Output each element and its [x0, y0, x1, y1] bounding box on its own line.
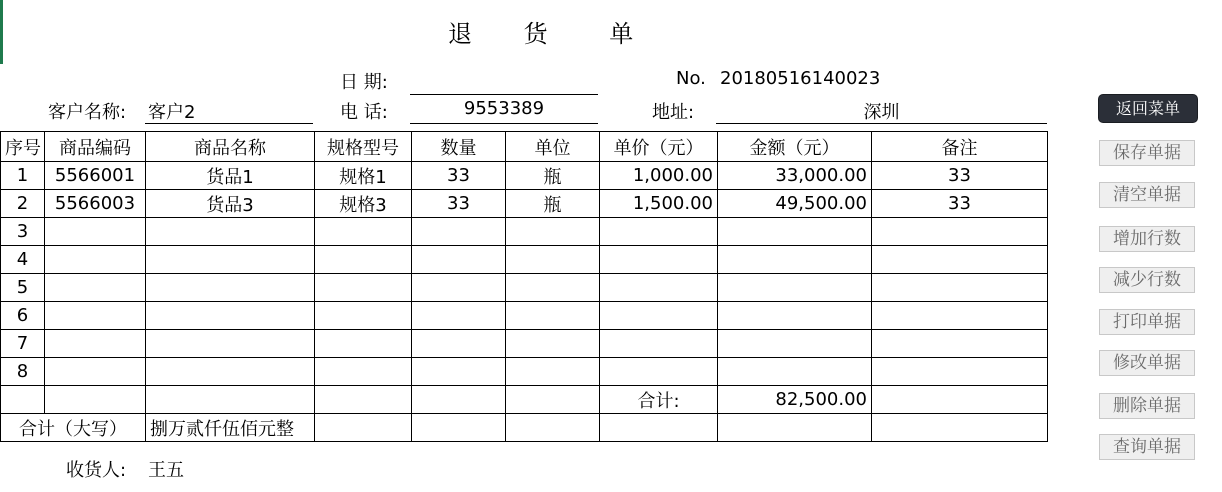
cell-empty — [506, 414, 600, 442]
cell-price[interactable]: 1,000.00 — [600, 162, 718, 190]
cell-empty — [45, 386, 146, 414]
cell-spec[interactable] — [315, 302, 412, 330]
add-row-button[interactable]: 增加行数 — [1099, 226, 1195, 252]
cell-code[interactable] — [45, 330, 146, 358]
cell-code[interactable] — [45, 246, 146, 274]
table-row — [1, 274, 1048, 302]
query-button[interactable]: 查询单据 — [1099, 434, 1195, 460]
cell-index[interactable]: 2 — [1, 190, 45, 218]
date-underline — [410, 94, 598, 95]
cell-spec[interactable] — [315, 330, 412, 358]
cell-name[interactable] — [146, 246, 315, 274]
cell-price[interactable] — [600, 358, 718, 386]
selection-marker — [0, 0, 3, 64]
phone-underline — [410, 123, 598, 124]
items-table — [0, 131, 1048, 442]
receiver-field[interactable]: 王五 — [148, 460, 184, 481]
cell-name[interactable] — [146, 358, 315, 386]
cell-unit[interactable] — [506, 358, 600, 386]
cell-code[interactable]: 5566001 — [45, 162, 146, 190]
cell-price[interactable] — [600, 274, 718, 302]
cell-empty — [1, 386, 45, 414]
back-to-menu-button[interactable]: 返回菜单 — [1098, 94, 1198, 123]
cell-price[interactable] — [600, 218, 718, 246]
cell-amount[interactable]: 49,500.00 — [718, 190, 872, 218]
cell-unit[interactable] — [506, 330, 600, 358]
cell-price[interactable]: 1,500.00 — [600, 190, 718, 218]
cell-index[interactable]: 3 — [1, 218, 45, 246]
cell-index[interactable]: 8 — [1, 358, 45, 386]
cell-empty — [146, 386, 315, 414]
receiver-label: 收货人: — [66, 460, 127, 481]
title-char: 退 — [448, 20, 476, 48]
col-header: 备注 — [872, 132, 1048, 162]
phone-label: 电 话: — [340, 102, 388, 123]
remove-row-button[interactable]: 减少行数 — [1099, 267, 1195, 293]
cell-qty[interactable] — [412, 330, 506, 358]
cell-name[interactable]: 货品3 — [146, 190, 315, 218]
cell-empty — [872, 386, 1048, 414]
cell-empty — [315, 386, 412, 414]
cell-code[interactable] — [45, 218, 146, 246]
cell-empty — [412, 414, 506, 442]
cell-code[interactable] — [45, 302, 146, 330]
cell-note[interactable] — [872, 302, 1048, 330]
date-label: 日 期: — [340, 72, 388, 93]
number-label: No. — [676, 68, 706, 89]
cell-note[interactable] — [872, 218, 1048, 246]
cell-unit[interactable] — [506, 246, 600, 274]
cell-code[interactable]: 5566003 — [45, 190, 146, 218]
col-header: 单位 — [506, 132, 600, 162]
cell-amount[interactable]: 33,000.00 — [718, 162, 872, 190]
edit-button[interactable]: 修改单据 — [1099, 350, 1195, 376]
delete-button[interactable]: 删除单据 — [1099, 393, 1195, 419]
cell-empty — [506, 386, 600, 414]
table-row — [1, 246, 1048, 274]
cell-empty — [600, 414, 718, 442]
col-header: 序号 — [1, 132, 45, 162]
cell-index[interactable]: 1 — [1, 162, 45, 190]
total-row — [1, 386, 1048, 414]
cell-code[interactable] — [45, 274, 146, 302]
cell-unit[interactable]: 瓶 — [506, 162, 600, 190]
cell-amount[interactable] — [718, 246, 872, 274]
cell-note[interactable]: 33 — [872, 162, 1048, 190]
cell-amount[interactable] — [718, 358, 872, 386]
cell-spec[interactable]: 规格1 — [315, 162, 412, 190]
total-caps-label: 合计（大写） — [1, 414, 146, 442]
address-underline — [716, 123, 1047, 124]
cell-empty — [872, 414, 1048, 442]
table-row — [1, 302, 1048, 330]
total-caps-row — [1, 414, 1048, 442]
cell-unit[interactable] — [506, 274, 600, 302]
cell-qty[interactable] — [412, 218, 506, 246]
cell-code[interactable] — [45, 358, 146, 386]
cell-qty[interactable] — [412, 358, 506, 386]
cell-qty[interactable] — [412, 246, 506, 274]
col-header: 单价（元） — [600, 132, 718, 162]
save-button[interactable]: 保存单据 — [1099, 140, 1195, 166]
cell-note[interactable]: 33 — [872, 190, 1048, 218]
title-char: 单 — [609, 20, 638, 48]
table-header-row — [1, 132, 1048, 162]
document-number: 20180516140023 — [720, 68, 881, 89]
table-row — [1, 190, 1048, 218]
total-caps-value: 捌万贰仟伍佰元整 — [146, 414, 315, 442]
cell-name[interactable] — [146, 302, 315, 330]
cell-price[interactable] — [600, 246, 718, 274]
cell-qty[interactable]: 33 — [412, 190, 506, 218]
cell-amount[interactable] — [718, 274, 872, 302]
cell-index[interactable]: 4 — [1, 246, 45, 274]
col-header: 金额（元） — [718, 132, 872, 162]
cell-qty[interactable] — [412, 302, 506, 330]
table-row — [1, 358, 1048, 386]
table-row — [1, 218, 1048, 246]
cell-spec[interactable] — [315, 358, 412, 386]
title-char: 货 — [523, 20, 552, 48]
cell-index[interactable]: 5 — [1, 274, 45, 302]
customer-underline — [145, 123, 313, 124]
cell-spec[interactable]: 规格3 — [315, 190, 412, 218]
col-header: 数量 — [412, 132, 506, 162]
customer-field[interactable]: 客户2 — [148, 102, 196, 123]
cell-name[interactable] — [146, 218, 315, 246]
cell-empty — [718, 414, 872, 442]
clear-button[interactable]: 清空单据 — [1099, 182, 1195, 208]
col-header: 商品编码 — [45, 132, 146, 162]
customer-label: 客户名称: — [48, 102, 127, 123]
cell-unit[interactable]: 瓶 — [506, 190, 600, 218]
cell-note[interactable] — [872, 330, 1048, 358]
col-header: 规格型号 — [315, 132, 412, 162]
total-value: 82,500.00 — [718, 386, 872, 414]
cell-empty — [315, 414, 412, 442]
total-label: 合计: — [600, 386, 718, 414]
cell-name[interactable]: 货品1 — [146, 162, 315, 190]
table-row — [1, 330, 1048, 358]
address-field[interactable]: 深圳 — [863, 102, 900, 123]
col-header: 商品名称 — [146, 132, 315, 162]
document-title — [448, 14, 637, 49]
cell-spec[interactable] — [315, 218, 412, 246]
cell-unit[interactable] — [506, 218, 600, 246]
cell-amount[interactable] — [718, 302, 872, 330]
address-label: 地址: — [652, 102, 695, 123]
print-button[interactable]: 打印单据 — [1099, 309, 1195, 335]
table-row — [1, 162, 1048, 190]
cell-spec[interactable] — [315, 274, 412, 302]
cell-amount[interactable] — [718, 218, 872, 246]
cell-note[interactable] — [872, 358, 1048, 386]
cell-price[interactable] — [600, 302, 718, 330]
cell-qty[interactable] — [412, 274, 506, 302]
cell-unit[interactable] — [506, 302, 600, 330]
cell-index[interactable]: 7 — [1, 330, 45, 358]
cell-name[interactable] — [146, 330, 315, 358]
cell-amount[interactable] — [718, 330, 872, 358]
cell-qty[interactable]: 33 — [412, 162, 506, 190]
cell-name[interactable] — [146, 274, 315, 302]
cell-note[interactable] — [872, 246, 1048, 274]
cell-index[interactable]: 6 — [1, 302, 45, 330]
cell-empty — [412, 386, 506, 414]
phone-field[interactable]: 9553389 — [463, 98, 545, 119]
cell-note[interactable] — [872, 274, 1048, 302]
cell-price[interactable] — [600, 330, 718, 358]
cell-spec[interactable] — [315, 246, 412, 274]
